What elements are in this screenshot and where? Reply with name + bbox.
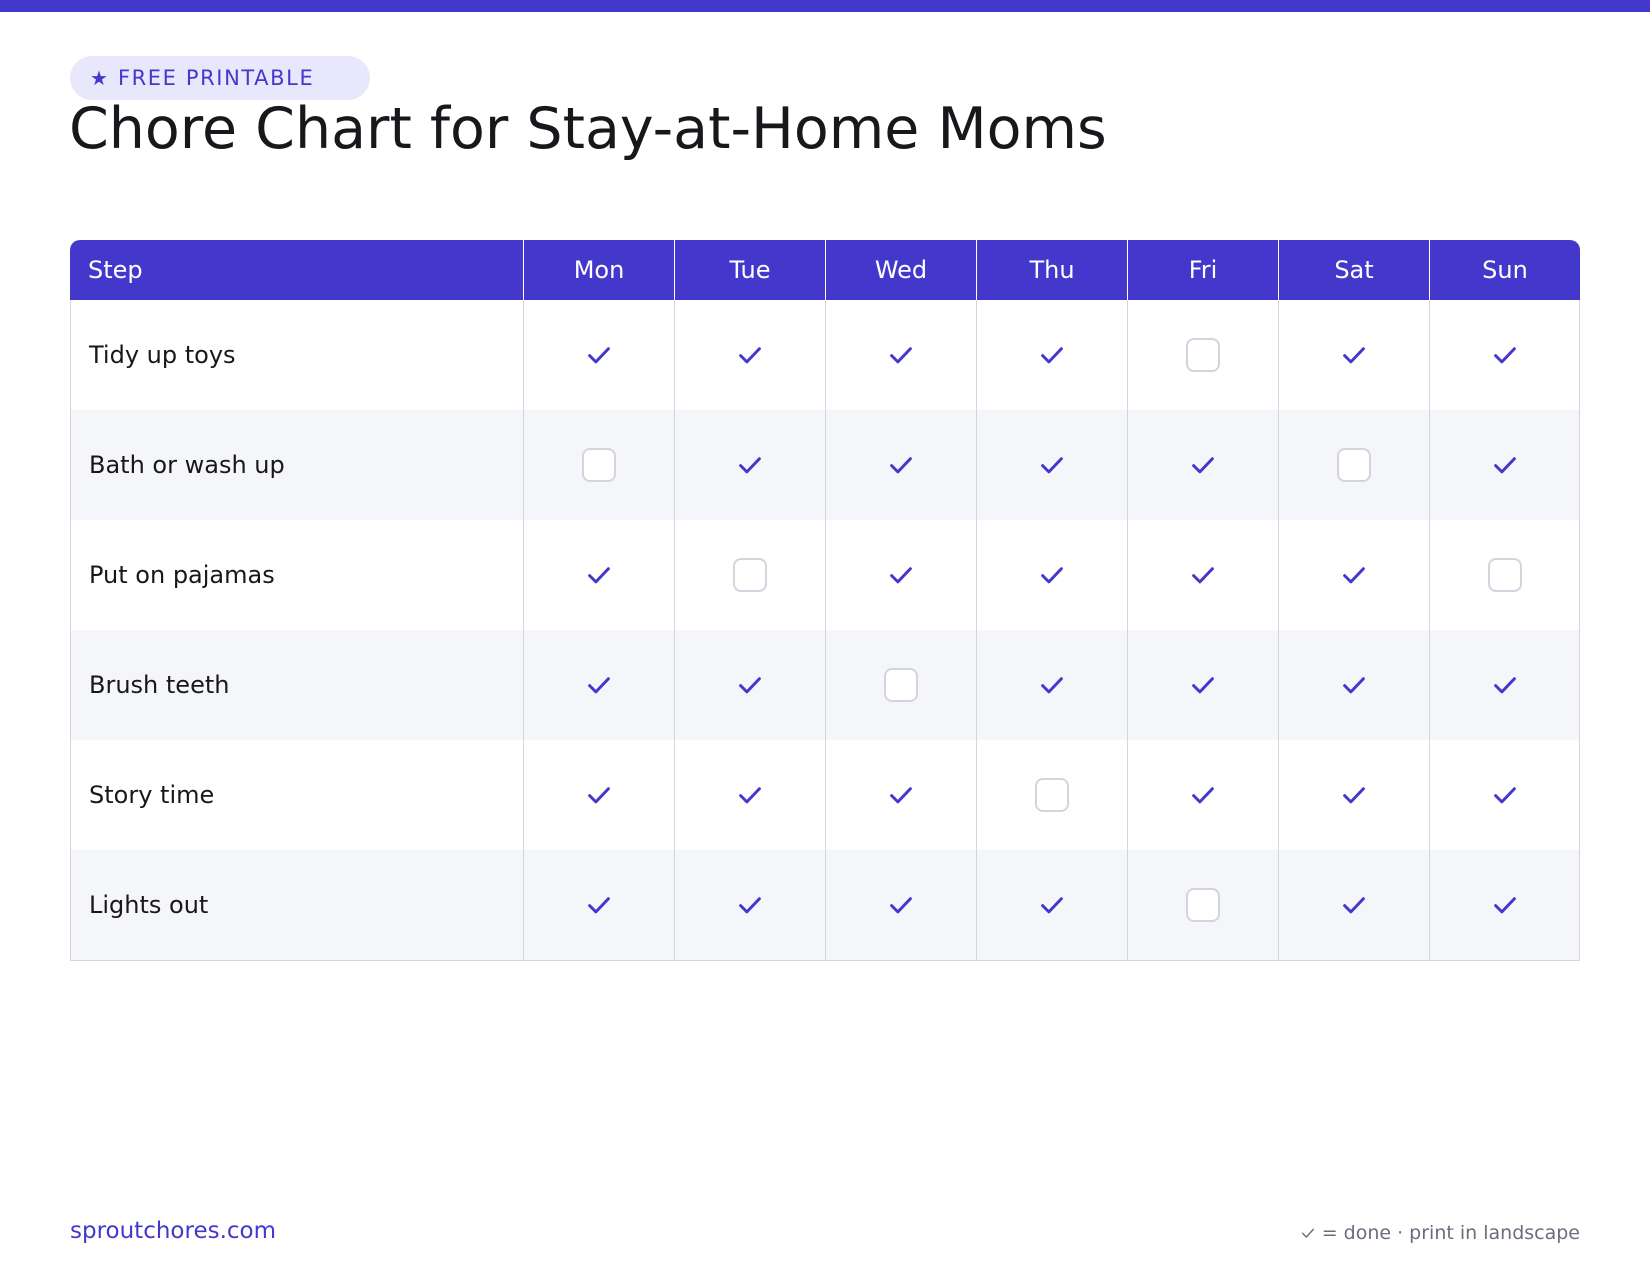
day-cell bbox=[1127, 850, 1278, 961]
day-cell bbox=[674, 740, 825, 850]
column-header-day: Sun bbox=[1429, 240, 1580, 300]
column-header-day: Mon bbox=[523, 240, 674, 300]
day-cell bbox=[674, 520, 825, 630]
check-icon[interactable] bbox=[735, 780, 765, 810]
check-icon[interactable] bbox=[886, 560, 916, 590]
day-cell bbox=[1127, 630, 1278, 740]
empty-checkbox[interactable] bbox=[1035, 778, 1069, 812]
column-header-day: Thu bbox=[976, 240, 1127, 300]
column-header-step: Step bbox=[70, 240, 523, 300]
day-cell bbox=[825, 300, 976, 410]
table-row bbox=[70, 520, 1580, 630]
check-icon[interactable] bbox=[1490, 450, 1520, 480]
column-header-day: Tue bbox=[674, 240, 825, 300]
check-icon[interactable] bbox=[584, 340, 614, 370]
check-icon[interactable] bbox=[584, 560, 614, 590]
check-icon[interactable] bbox=[886, 780, 916, 810]
check-icon[interactable] bbox=[1037, 890, 1067, 920]
day-cell bbox=[523, 850, 674, 961]
day-cell bbox=[825, 410, 976, 520]
check-icon[interactable] bbox=[1188, 670, 1218, 700]
check-icon[interactable] bbox=[886, 450, 916, 480]
day-cell bbox=[976, 630, 1127, 740]
day-cell bbox=[1429, 300, 1580, 410]
top-accent-bar bbox=[0, 0, 1650, 12]
table-row bbox=[70, 740, 1580, 850]
day-cell bbox=[1429, 520, 1580, 630]
day-cell bbox=[1127, 520, 1278, 630]
badge-label: FREE PRINTABLE bbox=[117, 66, 315, 90]
day-cell bbox=[1127, 410, 1278, 520]
check-icon[interactable] bbox=[735, 340, 765, 370]
day-cell bbox=[523, 410, 674, 520]
check-icon[interactable] bbox=[735, 450, 765, 480]
check-icon[interactable] bbox=[584, 890, 614, 920]
check-icon[interactable] bbox=[584, 780, 614, 810]
check-icon[interactable] bbox=[735, 890, 765, 920]
check-icon[interactable] bbox=[1037, 560, 1067, 590]
step-label: Tidy up toys bbox=[70, 300, 523, 410]
day-cell bbox=[674, 410, 825, 520]
day-cell bbox=[976, 740, 1127, 850]
empty-checkbox[interactable] bbox=[582, 448, 616, 482]
column-header-day: Fri bbox=[1127, 240, 1278, 300]
table-row bbox=[70, 300, 1580, 410]
check-icon[interactable] bbox=[1490, 340, 1520, 370]
day-cell bbox=[523, 300, 674, 410]
day-cell bbox=[523, 740, 674, 850]
empty-checkbox[interactable] bbox=[1186, 338, 1220, 372]
check-icon[interactable] bbox=[1037, 340, 1067, 370]
check-icon[interactable] bbox=[735, 670, 765, 700]
day-cell bbox=[523, 520, 674, 630]
empty-checkbox[interactable] bbox=[884, 668, 918, 702]
step-label: Put on pajamas bbox=[70, 520, 523, 630]
check-icon[interactable] bbox=[1037, 670, 1067, 700]
table-row bbox=[70, 630, 1580, 740]
check-icon[interactable] bbox=[886, 890, 916, 920]
day-cell bbox=[674, 630, 825, 740]
check-icon[interactable] bbox=[1037, 450, 1067, 480]
day-cell bbox=[976, 410, 1127, 520]
check-icon[interactable] bbox=[1339, 670, 1369, 700]
check-icon[interactable] bbox=[1339, 340, 1369, 370]
empty-checkbox[interactable] bbox=[1488, 558, 1522, 592]
check-icon[interactable] bbox=[886, 340, 916, 370]
day-cell bbox=[825, 630, 976, 740]
empty-checkbox[interactable] bbox=[1337, 448, 1371, 482]
check-icon[interactable] bbox=[1339, 780, 1369, 810]
step-label: Brush teeth bbox=[70, 630, 523, 740]
check-icon[interactable] bbox=[1188, 780, 1218, 810]
check-icon[interactable] bbox=[1339, 890, 1369, 920]
day-cell bbox=[1278, 410, 1429, 520]
check-icon bbox=[1300, 1225, 1316, 1241]
day-cell bbox=[1429, 740, 1580, 850]
check-icon[interactable] bbox=[1490, 890, 1520, 920]
day-cell bbox=[976, 520, 1127, 630]
step-label: Bath or wash up bbox=[70, 410, 523, 520]
day-cell bbox=[1278, 740, 1429, 850]
day-cell bbox=[1278, 630, 1429, 740]
step-label: Story time bbox=[70, 740, 523, 850]
day-cell bbox=[1429, 850, 1580, 961]
day-cell bbox=[1278, 850, 1429, 961]
day-cell bbox=[1278, 520, 1429, 630]
column-header-day: Sat bbox=[1278, 240, 1429, 300]
day-cell bbox=[1127, 740, 1278, 850]
column-header-day: Wed bbox=[825, 240, 976, 300]
day-cell bbox=[976, 300, 1127, 410]
star-icon: ★ bbox=[90, 66, 108, 90]
table-row bbox=[70, 410, 1580, 520]
check-icon[interactable] bbox=[1188, 560, 1218, 590]
day-cell bbox=[976, 850, 1127, 961]
day-cell bbox=[523, 630, 674, 740]
day-cell bbox=[825, 850, 976, 961]
legend-text: = done · print in landscape bbox=[1321, 1222, 1580, 1244]
day-cell bbox=[674, 300, 825, 410]
day-cell bbox=[674, 850, 825, 961]
day-cell bbox=[1429, 630, 1580, 740]
day-cell bbox=[1429, 410, 1580, 520]
free-printable-badge bbox=[70, 56, 370, 100]
site-link[interactable]: sproutchores.com bbox=[70, 1218, 277, 1244]
table-row bbox=[70, 850, 1580, 961]
day-cell bbox=[1278, 300, 1429, 410]
day-cell bbox=[825, 740, 976, 850]
day-cell bbox=[1127, 300, 1278, 410]
check-icon[interactable] bbox=[1339, 560, 1369, 590]
check-icon[interactable] bbox=[1490, 780, 1520, 810]
table-header-row bbox=[70, 240, 1580, 300]
chore-table bbox=[70, 240, 1580, 961]
check-icon[interactable] bbox=[1188, 450, 1218, 480]
day-cell bbox=[825, 520, 976, 630]
table-body bbox=[70, 300, 1580, 961]
step-label: Lights out bbox=[70, 850, 523, 961]
check-icon[interactable] bbox=[584, 670, 614, 700]
empty-checkbox[interactable] bbox=[1186, 888, 1220, 922]
page-title: Chore Chart for Stay-at-Home Moms bbox=[69, 96, 1107, 162]
legend-note bbox=[1300, 1222, 1580, 1244]
empty-checkbox[interactable] bbox=[733, 558, 767, 592]
check-icon[interactable] bbox=[1490, 670, 1520, 700]
